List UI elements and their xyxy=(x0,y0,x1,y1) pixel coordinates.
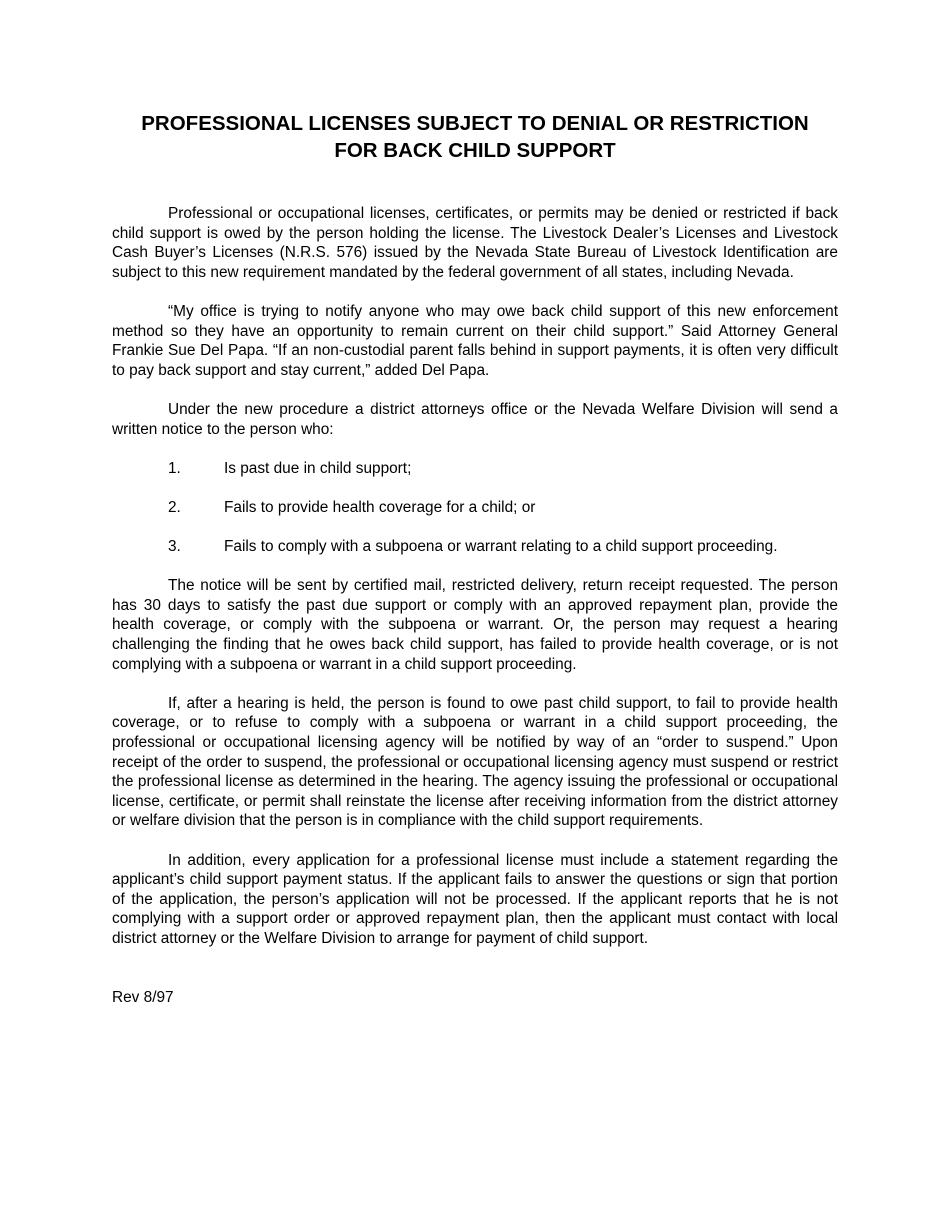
page-title xyxy=(112,110,838,164)
list-item-text: Is past due in child support; xyxy=(224,459,412,477)
list-item-text: Fails to comply with a subpoena or warrant relating to a child support proceeding. xyxy=(224,538,778,556)
list-item xyxy=(112,498,838,518)
revision-date: Rev 8/97 xyxy=(112,988,174,1006)
list-item-number: 1. xyxy=(168,459,181,477)
list-item-number: 3. xyxy=(168,538,181,556)
paragraph-application-statement: In addition, every application for a professional license must include a statement regarding the applicant’s child support payment status. If the applicant fails to answer the questions or sign that portion of the application, the person’s application will not be processed. If the applicant reports that he is not complying with a support order or approved repayment plan, then the applicant must contact with local district attorney or the Welfare Division to arrange for payment of child support. xyxy=(112,851,838,947)
notice-criteria-list xyxy=(112,459,838,557)
paragraph-certified-mail-notice: The notice will be sent by certified mail, restricted delivery, return receipt requested. The person has 30 days to satisfy the past due support or comply with an approved repayment plan, provide the health coverage, or comply with the subpoena or warrant. Or, the person may request a hearing challenging the finding that he owes back child support, has failed to provide health coverage, or is not complying with a subpoena or warrant in a child support proceeding. xyxy=(112,577,838,673)
document-page xyxy=(112,110,838,1007)
paragraph-attorney-general-quote: “My office is trying to notify anyone who may owe back child support of this new enforcement method so they have an opportunity to remain current on their child support.” Said Attorney General Frankie Sue Del Papa. “If an non-custodial parent falls behind in support payments, it is often very difficult to pay back support and stay current,” added Del Papa. xyxy=(112,302,838,379)
list-item-text: Fails to provide health coverage for a child; or xyxy=(224,498,536,516)
list-item-number: 2. xyxy=(168,498,181,516)
paragraph-hearing-outcome: If, after a hearing is held, the person is found to owe past child support, to fail to provide health coverage, or to refuse to comply with a subpoena or warrant in a child support proceeding, the professional or occupational licensing agency will be notified by way of an “order to suspend.” Upon receipt of the order to suspend, the professional or occupational licensing agency must suspend or restrict the professional license as determined in the hearing. The agency issuing the professional or occupational license, certificate, or permit shall reinstate the license after receiving information from the district attorney or welfare division that the person is in compliance with the child support requirements. xyxy=(112,694,838,830)
list-item xyxy=(112,537,838,557)
paragraph-intro: Professional or occupational licenses, certificates, or permits may be denied or restricted if back child support is owed by the person holding the license. The Livestock Dealer’s Licenses and Livestock Cash Buyer’s Licenses (N.R.S. 576) issued by the Nevada State Bureau of Livestock Identification are subject to this new requirement mandated by the federal government of all states, including Nevada. xyxy=(112,205,838,281)
title-line-1: PROFESSIONAL LICENSES SUBJECT TO DENIAL OR RESTRICTION xyxy=(141,112,809,135)
list-item xyxy=(112,459,838,479)
paragraph-new-procedure: Under the new procedure a district attorneys office or the Nevada Welfare Division will send a written notice to the person who: xyxy=(112,400,838,438)
title-line-2: FOR BACK CHILD SUPPORT xyxy=(334,139,616,162)
